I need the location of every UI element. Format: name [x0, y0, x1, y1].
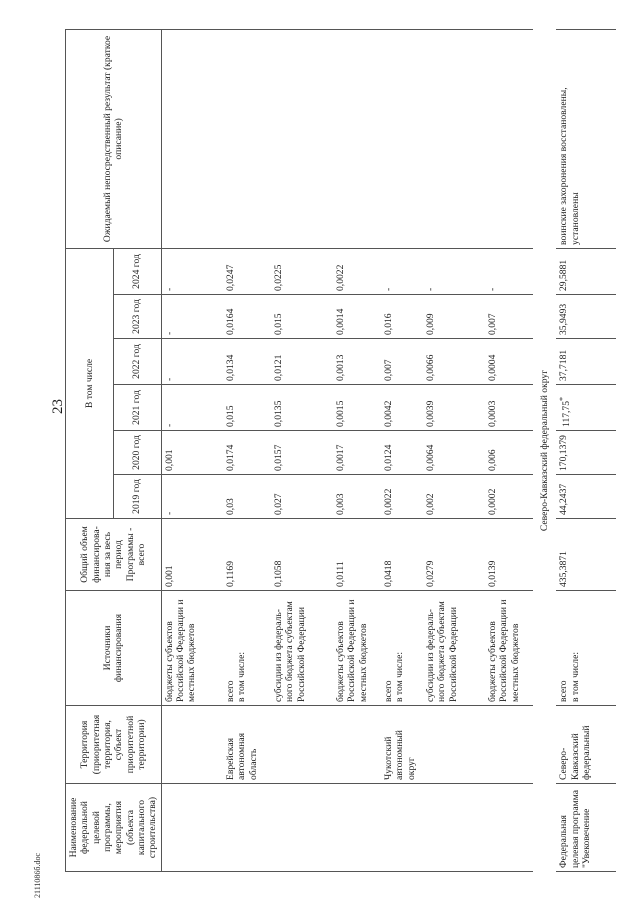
header-2024: 2024 год [113, 248, 161, 294]
cell-2021: 0,0015 [333, 385, 381, 431]
cell-2022: 0,0121 [271, 339, 333, 385]
cell-2023: 0,0014 [333, 295, 381, 339]
cell-name [485, 784, 533, 872]
header-2022: 2022 год [113, 339, 161, 385]
header-territory: Территория (приоритетная территория, субъект приоритетной территории) [66, 706, 162, 784]
table-row [161, 29, 223, 871]
cell-2019: 0,03 [223, 475, 271, 519]
cell-2023: 0,015 [271, 295, 333, 339]
financing-table [65, 29, 616, 872]
cell-name [333, 784, 381, 872]
cell-source: бюджеты субъектов Российской Федерации и местных бюджетов [333, 591, 381, 706]
cell-2024: 29,5881 [556, 248, 616, 294]
cell-2023: 0,009 [423, 295, 485, 339]
header-2020: 2020 год [113, 431, 161, 475]
cell-total: 0,0111 [333, 519, 381, 591]
cell-source: всего в том числе: [556, 591, 616, 706]
cell-total: 0,001 [161, 519, 223, 591]
cell-total: 0,0139 [485, 519, 533, 591]
cell-total: 0,1169 [223, 519, 271, 591]
cell-2020: 0,0124 [381, 431, 423, 475]
table-row [485, 29, 533, 871]
header-group: В том числе [66, 248, 114, 518]
cell-2024: 0,0247 [223, 248, 271, 294]
cell-2023: 0,0164 [223, 295, 271, 339]
header-source: Источники финансирования [66, 591, 162, 706]
cell-2020: 0,0174 [223, 431, 271, 475]
header-2019: 2019 год [113, 475, 161, 519]
header-row-1 [66, 29, 114, 871]
cell-2022: - [161, 339, 223, 385]
cell-2023: 0,007 [485, 295, 533, 339]
cell-name [223, 784, 271, 872]
header-name: Наименование федеральной целевой программы, мероприятия (объекта капитального строительства) [66, 784, 162, 872]
cell-name [161, 784, 223, 872]
cell-2020: 0,0157 [271, 431, 333, 475]
cell-result: воинские захоронения восстановлены, установлены [556, 29, 616, 248]
cell-2019: - [161, 475, 223, 519]
cell-2019: 0,0022 [381, 475, 423, 519]
table-row [333, 29, 381, 871]
cell-result [423, 29, 485, 248]
cell-2024: 0,0022 [333, 248, 381, 294]
cell-2019: 44,2437 [556, 475, 616, 519]
cell-source: субсидии из федераль-ного бюджета субъектам Российской Федерации [423, 591, 485, 706]
cell-2024: - [381, 248, 423, 294]
cell-2021: 0,0042 [381, 385, 423, 431]
cell-territory: Еврейская автономная область [223, 706, 271, 784]
header-result: Ожидаемый непосредственный результат (краткое описание) [66, 29, 162, 248]
cell-territory [161, 706, 223, 784]
cell-source: всего в том числе: [223, 591, 271, 706]
rotated-table-container [65, 30, 592, 872]
header-2021: 2021 год [113, 385, 161, 431]
cell-2021: 0,0039 [423, 385, 485, 431]
cell-2023: 35,9493 [556, 295, 616, 339]
cell-territory [333, 706, 381, 784]
cell-total: 0,0279 [423, 519, 485, 591]
cell-name: Федеральная целевая программа "Увековечение [556, 784, 616, 872]
cell-result [333, 29, 381, 248]
page-number: 23 [50, 399, 66, 414]
cell-2020: 0,0064 [423, 431, 485, 475]
cell-source: бюджеты субъектов Российской Федерации и местных бюджетов [161, 591, 223, 706]
cell-2019: 0,0002 [485, 475, 533, 519]
table-row [381, 29, 423, 871]
header-2023: 2023 год [113, 295, 161, 339]
cell-result [485, 29, 533, 248]
cell-name [381, 784, 423, 872]
cell-result [223, 29, 271, 248]
cell-2020: 0,0017 [333, 431, 381, 475]
cell-2022: 0,0013 [333, 339, 381, 385]
cell-source: субсидии из федераль-ного бюджета субъектам Российской Федерации [271, 591, 333, 706]
cell-2024: 0,0225 [271, 248, 333, 294]
cell-2020: 0,006 [485, 431, 533, 475]
cell-2022: 37,7181 [556, 339, 616, 385]
cell-territory [271, 706, 333, 784]
cell-territory: Северо-Кавказский федеральный [556, 706, 616, 784]
cell-2022: 0,0134 [223, 339, 271, 385]
region-row [533, 29, 556, 871]
cell-2024: - [485, 248, 533, 294]
table-row [423, 29, 485, 871]
cell-2021: 0,015 [223, 385, 271, 431]
cell-2021: 0,0003 [485, 385, 533, 431]
cell-2020: 170,1379 [556, 431, 616, 475]
cell-name [423, 784, 485, 872]
cell-2020: 0,001 [161, 431, 223, 475]
cell-2019: 0,027 [271, 475, 333, 519]
cell-result [161, 29, 223, 248]
cell-2019: 0,003 [333, 475, 381, 519]
table-row [223, 29, 271, 871]
cell-2024: - [161, 248, 223, 294]
cell-territory [485, 706, 533, 784]
cell-2021: - [161, 385, 223, 431]
region-heading: Северо-Кавказский федеральный округ [539, 369, 550, 532]
cell-source: бюджеты субъектов Российской Федерации и местных бюджетов [485, 591, 533, 706]
table-row [556, 29, 616, 871]
cell-result [381, 29, 423, 248]
cell-2019: 0,002 [423, 475, 485, 519]
cell-result [271, 29, 333, 248]
header-total: Общий объем финансирова-ния за весь период Программы - всего [66, 519, 162, 591]
cell-total: 0,0418 [381, 519, 423, 591]
cell-2022: 0,0066 [423, 339, 485, 385]
cell-total: 435,3871 [556, 519, 616, 591]
cell-territory: Чукотский автономный округ [381, 706, 423, 784]
cell-2024: - [423, 248, 485, 294]
cell-2023: 0,016 [381, 295, 423, 339]
cell-territory [423, 706, 485, 784]
footnote-mark: * [558, 396, 568, 401]
table-row [271, 29, 333, 871]
cell-2021 [556, 385, 616, 431]
cell-2021: 0,0135 [271, 385, 333, 431]
cell-2021-value: 117,75 [561, 400, 573, 427]
cell-source: всего в том числе: [381, 591, 423, 706]
footer-code: 2111086б.doc [33, 852, 42, 898]
cell-name [271, 784, 333, 872]
cell-2022: 0,0004 [485, 339, 533, 385]
cell-2022: 0,007 [381, 339, 423, 385]
cell-total: 0,1058 [271, 519, 333, 591]
cell-2023: - [161, 295, 223, 339]
